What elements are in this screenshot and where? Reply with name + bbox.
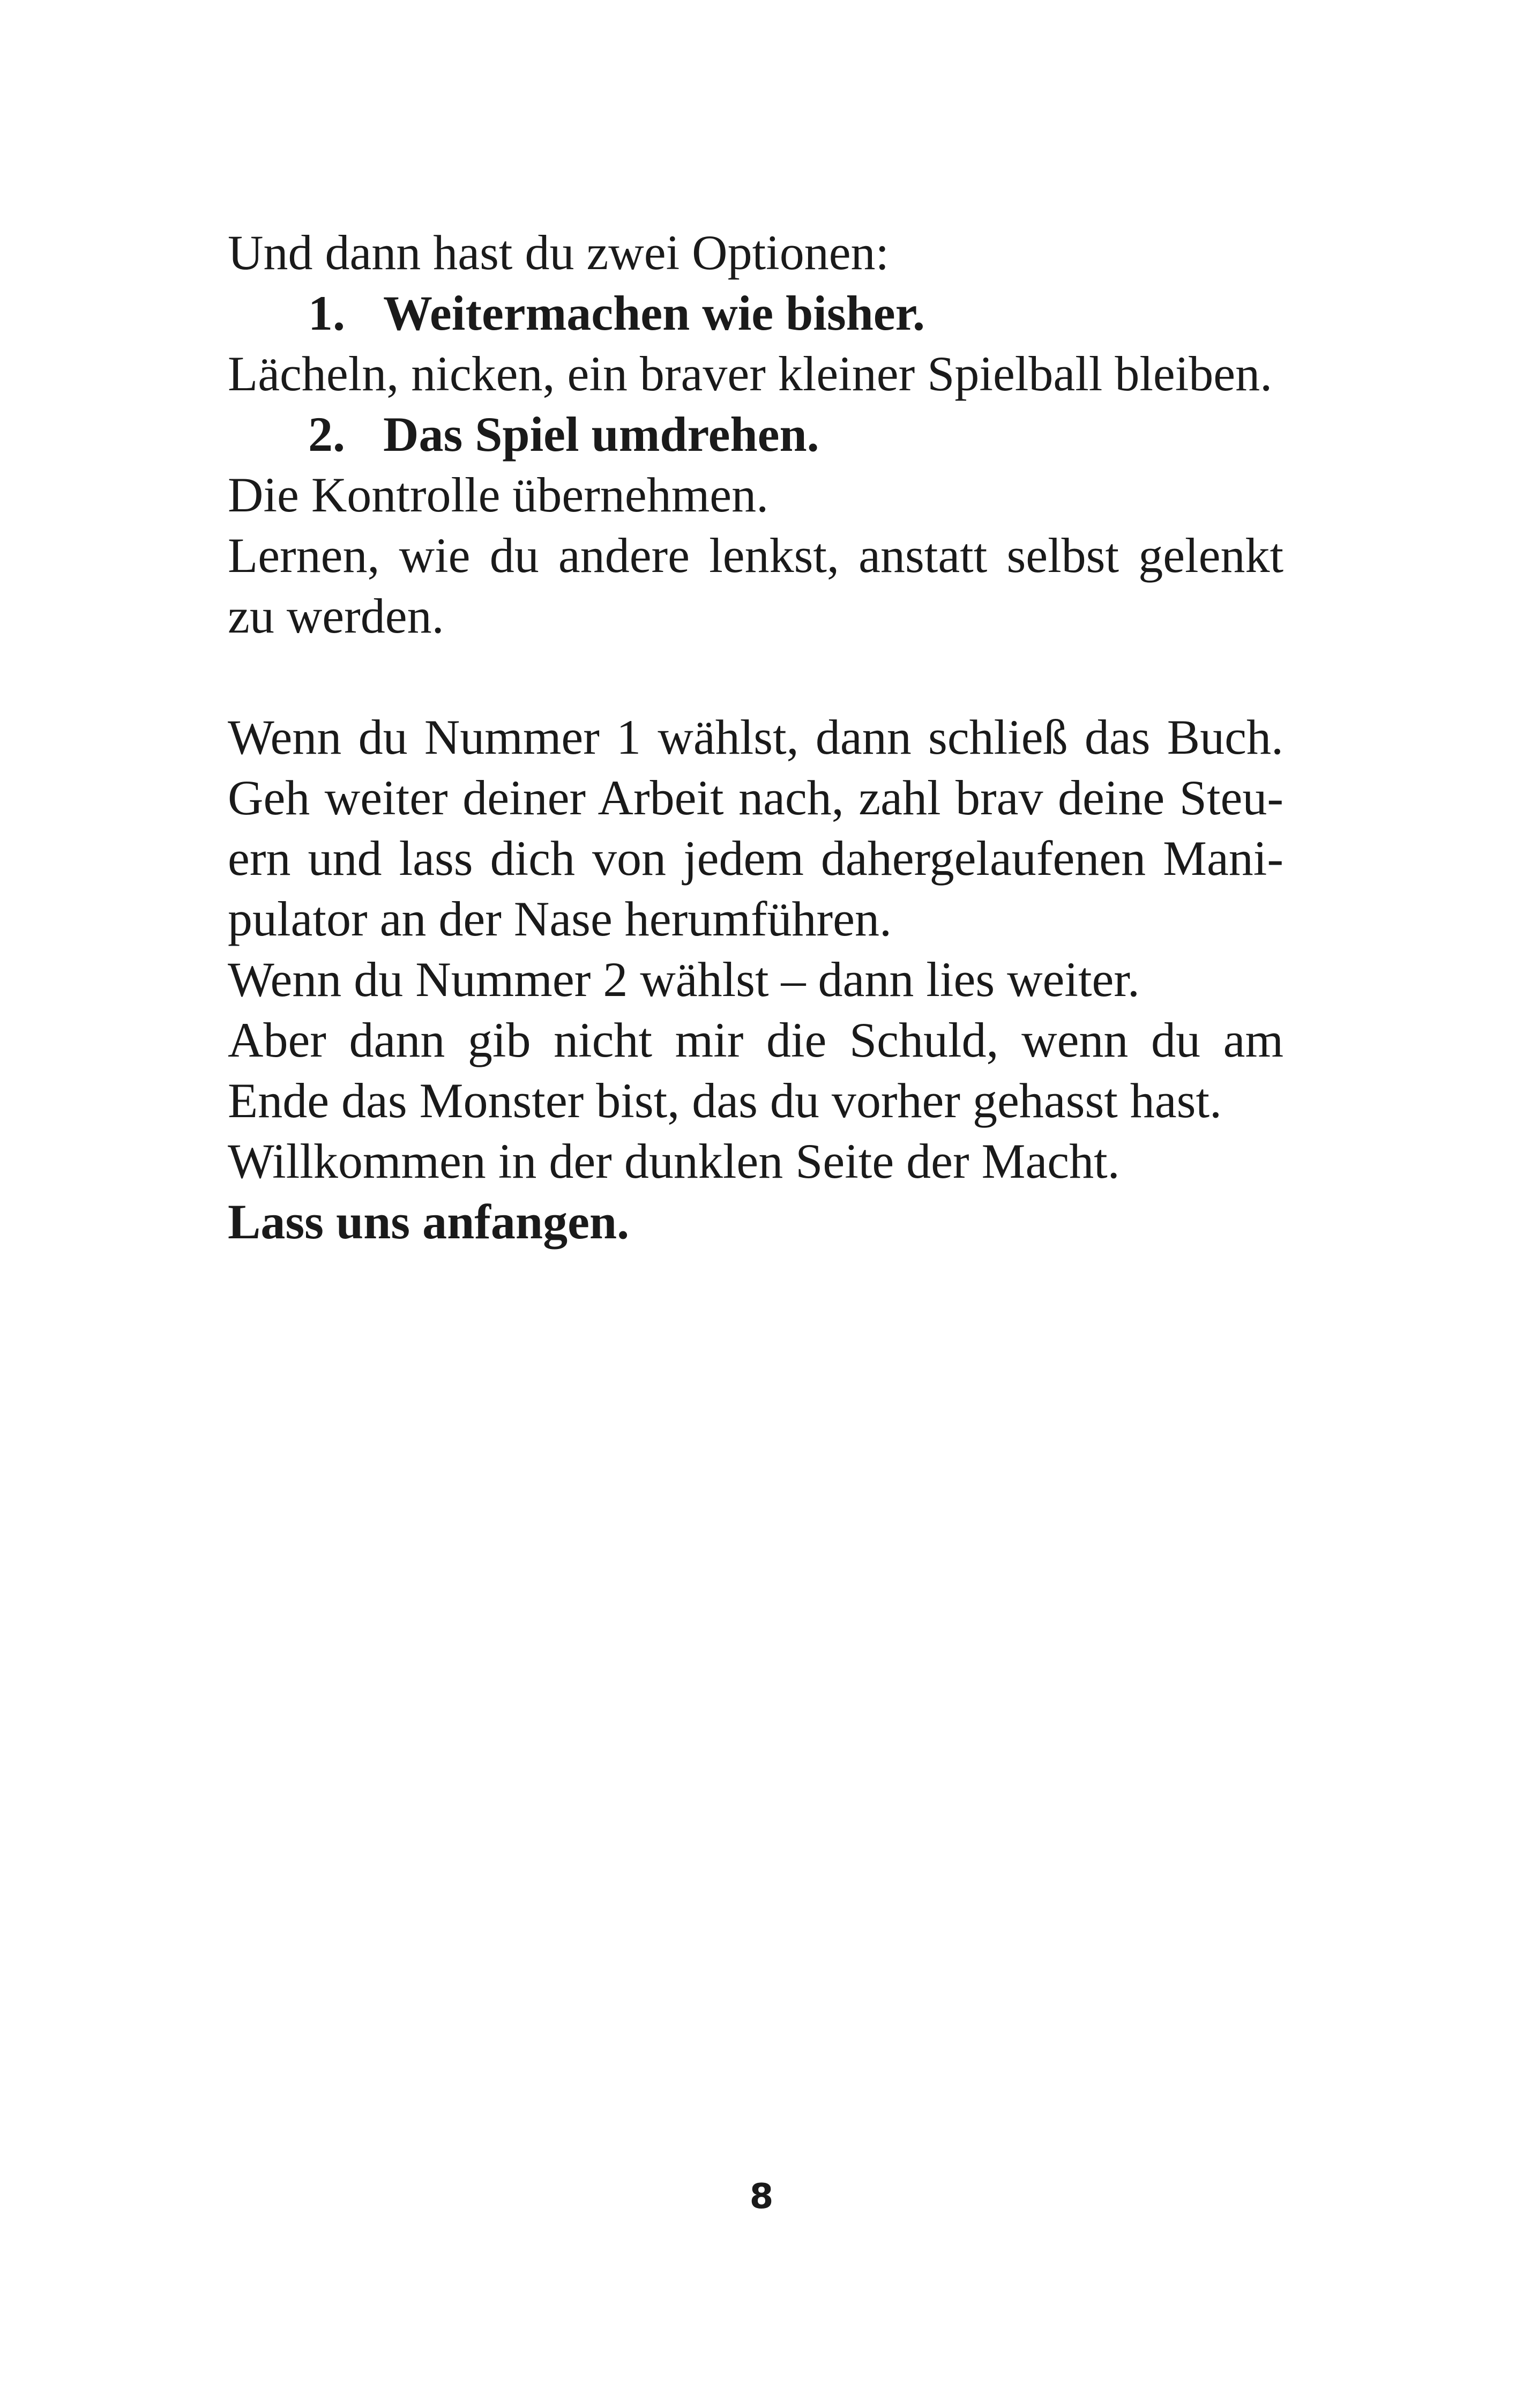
closing-line-2: zu werden. — [228, 589, 444, 643]
paragraph-2-line-7: Ende das Monster bist, das du vorher gehasst hast. — [228, 1073, 1222, 1128]
paragraph-2-line-8: Willkommen in der dunklen Seite der Macht. — [228, 1134, 1120, 1188]
paragraph-2-line-3: ern und lass dich von jedem dahergelaufenen Mani- — [228, 831, 1283, 886]
intro-line: Und dann hast du zwei Optionen: — [228, 225, 890, 280]
paragraph-2-line-5: Wenn du Nummer 2 wählst – dann lies weiter. — [228, 952, 1140, 1007]
option-1-title-text: Weitermachen wie bisher. — [383, 286, 925, 340]
paragraph-2-line-2: Geh weiter deiner Arbeit nach, zahl brav deine Steu- — [228, 770, 1283, 825]
option-2-number: 2. — [308, 407, 345, 462]
paragraph-spacer — [228, 646, 1283, 707]
option-2-title — [228, 404, 1283, 465]
paragraph-2-line-6: Aber dann gib nicht mir die Schuld, wenn du am — [228, 1013, 1283, 1067]
option-1-description: Lächeln, nicken, ein braver kleiner Spielball bleiben. — [228, 346, 1273, 401]
paragraph-2-line-4: pulator an der Nase herumführen. — [228, 891, 892, 946]
page-number: 8 — [749, 2177, 774, 2217]
closing-line-1: Lernen, wie du andere lenkst, anstatt selbst gelenkt — [228, 528, 1283, 583]
option-2-description: Die Kontrolle übernehmen. — [228, 467, 769, 522]
body-text — [228, 222, 1283, 1252]
option-1-number: 1. — [308, 286, 345, 340]
paragraph-2-line-1: Wenn du Nummer 1 wählst, dann schließ das Buch. — [228, 710, 1283, 764]
final-line: Lass uns anfangen. — [228, 1194, 630, 1249]
option-1-title — [228, 283, 1283, 344]
option-2-title-text: Das Spiel umdrehen. — [383, 407, 819, 462]
